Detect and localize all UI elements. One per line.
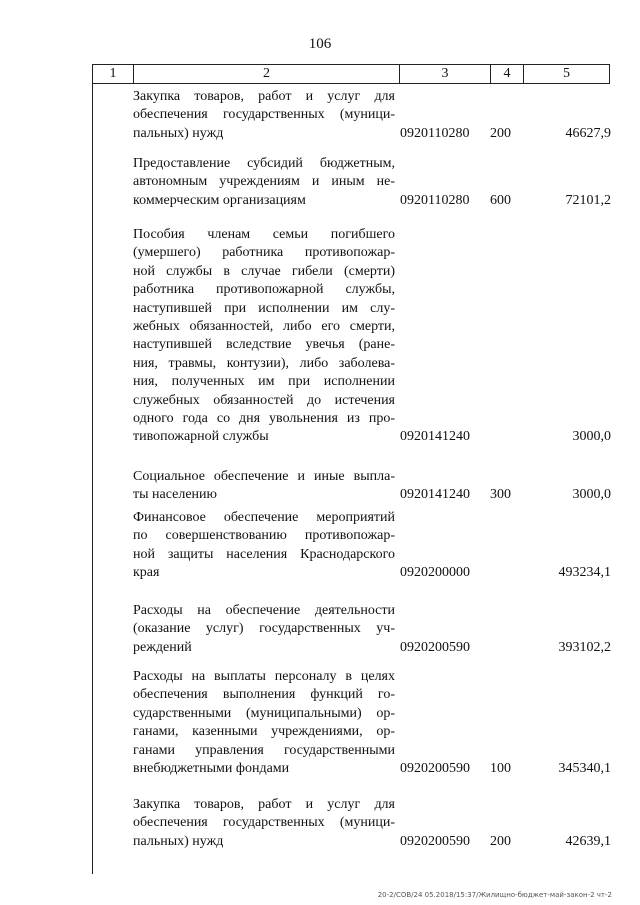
table-body bbox=[92, 84, 610, 874]
header-col-2: 2 bbox=[263, 66, 270, 81]
description-line: обеспечения государственных (муници- bbox=[133, 815, 395, 831]
description-line: Закупка товаров, работ и услуг для bbox=[133, 89, 395, 104]
header-col-3: 3 bbox=[441, 66, 449, 81]
row-code: 0920110280 bbox=[400, 192, 470, 208]
description-line: обеспечения выполнения функций го- bbox=[133, 687, 395, 703]
row-type: 100 bbox=[490, 761, 511, 776]
row-amount: 345340,1 bbox=[558, 761, 611, 776]
row-description bbox=[133, 468, 395, 505]
header-col-1: 1 bbox=[109, 66, 117, 81]
row-description bbox=[133, 155, 395, 210]
description-line: жебных обязанностей, либо его смерти, bbox=[133, 319, 395, 335]
header-col-4: 4 bbox=[503, 66, 511, 81]
description-line: тивопожарной службы bbox=[133, 429, 269, 445]
description-line: ганами управления государственными bbox=[133, 742, 395, 758]
row-code: 0920110280 bbox=[400, 125, 470, 141]
description-line: наступившей при исполнении им слу- bbox=[133, 300, 395, 316]
row-amount: 46627,9 bbox=[565, 125, 611, 141]
row-code: 0920141240 bbox=[400, 487, 470, 503]
row-description bbox=[133, 602, 395, 657]
description-line: коммерческим организациям bbox=[133, 192, 306, 208]
row-type: 600 bbox=[490, 192, 511, 208]
description-line: Пособия членам семьи погибшего bbox=[133, 227, 395, 242]
description-line: ты населению bbox=[133, 487, 217, 503]
row-type: 300 bbox=[490, 487, 511, 503]
row-description bbox=[133, 226, 395, 447]
description-line: обеспечения государственных (муници- bbox=[133, 107, 395, 123]
description-line: ния, травмы, контузии), либо заболева- bbox=[133, 355, 395, 371]
header-col-5: 5 bbox=[563, 66, 570, 81]
description-line: одного года со дня увольнения из про- bbox=[133, 411, 395, 427]
row-amount: 3000,0 bbox=[572, 429, 611, 445]
page-number: 106 bbox=[308, 36, 332, 52]
row-description bbox=[133, 668, 395, 778]
row-amount: 42639,1 bbox=[565, 833, 611, 849]
description-line: ной защиты населения Краснодарского bbox=[133, 546, 395, 562]
description-line: работника противопожарной службы, bbox=[133, 282, 395, 298]
description-line: Финансовое обеспечение мероприятий bbox=[133, 510, 395, 525]
description-line: сударственными (муниципальными) ор- bbox=[133, 705, 395, 721]
description-line: внебюджетными фондами bbox=[133, 761, 290, 777]
table-header bbox=[92, 64, 610, 84]
row-type: 200 bbox=[490, 833, 511, 849]
row-code: 0920200590 bbox=[400, 833, 470, 849]
row-amount: 3000,0 bbox=[572, 487, 611, 503]
row-amount: 393102,2 bbox=[558, 639, 611, 655]
description-line: наступившей вследствие увечья (ране- bbox=[133, 337, 395, 353]
row-description bbox=[133, 796, 395, 851]
row-amount: 493234,1 bbox=[558, 565, 611, 581]
description-line: Предоставление субсидий бюджетным, bbox=[133, 156, 395, 171]
row-description bbox=[133, 88, 395, 143]
row-type: 200 bbox=[490, 125, 511, 141]
description-line: Закупка товаров, работ и услуг для bbox=[133, 797, 395, 812]
description-line: Социальное обеспечение и иные выпла- bbox=[133, 469, 395, 484]
description-line: по совершенствованию противопожар- bbox=[133, 528, 395, 544]
row-amount: 72101,2 bbox=[565, 192, 611, 208]
description-line: края bbox=[133, 565, 160, 581]
footer-stamp: 20-2/COB/24 05.2018/15:37/Жилищно-бюджет-май-закон-2 чт-2 bbox=[377, 891, 612, 899]
description-line: автономным учреждениям и иным не- bbox=[133, 174, 395, 190]
description-line: пальных) нужд bbox=[133, 125, 224, 141]
row-code: 0920141240 bbox=[400, 429, 470, 445]
row-code: 0920200000 bbox=[400, 565, 470, 581]
description-line: служебных обязанностей до истечения bbox=[133, 392, 395, 408]
description-line: (оказание услуг) государственных уч- bbox=[133, 621, 395, 637]
description-line: ной службы в случае гибели (смерти) bbox=[133, 263, 395, 279]
description-line: (умершего) работника противопожар- bbox=[133, 245, 395, 261]
description-line: пальных) нужд bbox=[133, 833, 224, 849]
row-code: 0920200590 bbox=[400, 761, 470, 776]
description-line: ганами, казенными учреждениями, ор- bbox=[133, 724, 395, 740]
row-code: 0920200590 bbox=[400, 639, 470, 655]
description-line: реждений bbox=[133, 639, 192, 655]
description-line: ния, полученных им при исполнении bbox=[133, 374, 395, 390]
row-description bbox=[133, 509, 395, 583]
description-line: Расходы на обеспечение деятельности bbox=[133, 603, 395, 618]
description-line: Расходы на выплаты персоналу в целях bbox=[133, 669, 395, 684]
